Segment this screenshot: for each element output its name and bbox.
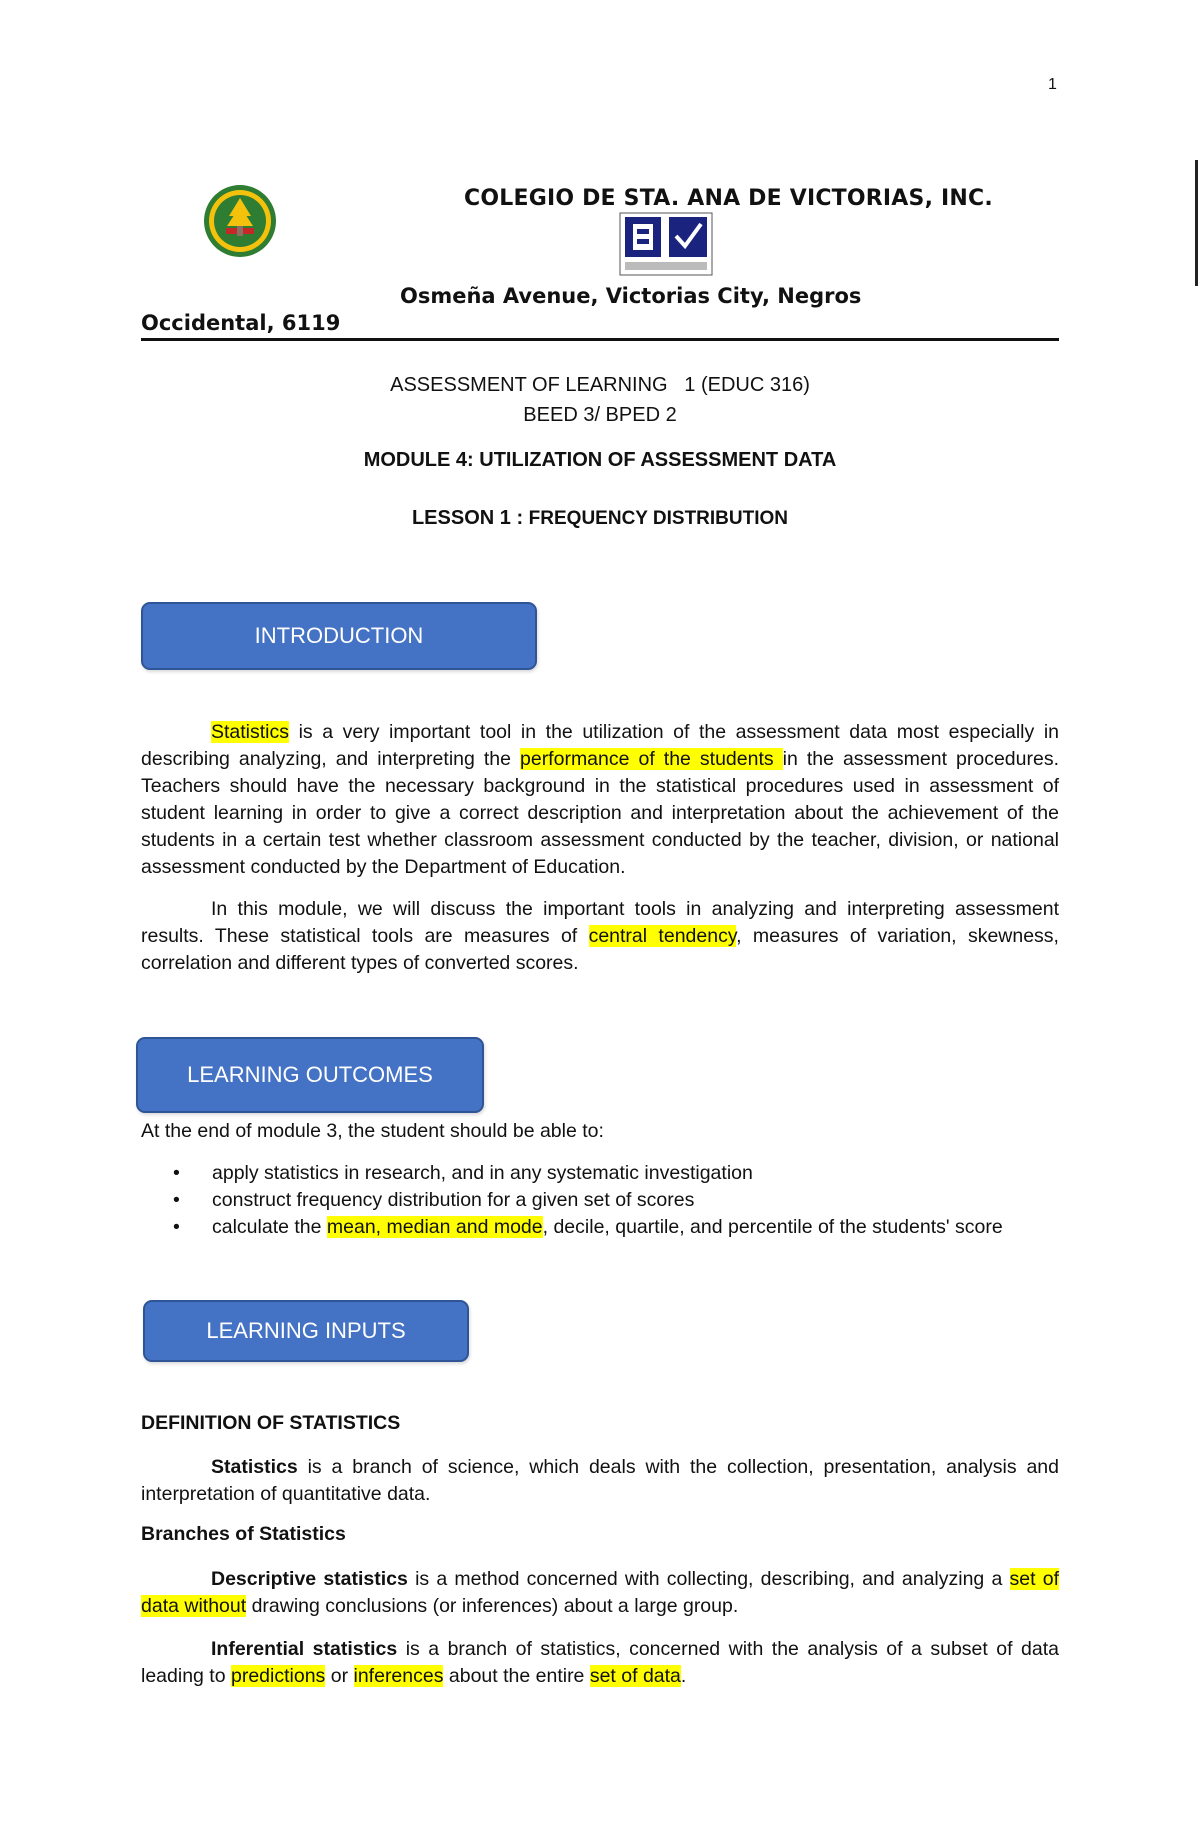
bullet: • <box>173 1216 180 1238</box>
course-title: ASSESSMENT OF LEARNING 1 (EDUC 316) <box>390 374 810 396</box>
bullet: • <box>173 1162 180 1184</box>
branches-heading: Branches of Statistics <box>141 1523 346 1545</box>
page-number: 1 <box>1048 76 1057 93</box>
list-item <box>141 1187 1059 1214</box>
text-run: is a branch of statistics, concerned with the analysis of a subset of data leading to <box>141 1638 1059 1687</box>
text-run: is a method concerned with collecting, describing, and analyzing a <box>407 1568 1010 1590</box>
highlight-mean-median-mode: mean, median and mode <box>326 1216 543 1238</box>
highlight-set-of-data: set of data <box>589 1665 681 1687</box>
list-item <box>141 1160 1059 1187</box>
highlight-set-of-data-without: set of data without <box>141 1568 1059 1617</box>
outcome-text: , decile, quartile, and percentile of the students' score <box>542 1216 1003 1238</box>
text-run: drawing conclusions (or inferences) about a large group. <box>246 1595 739 1617</box>
address-line-1: Osmeña Avenue, Victorias City, Negros <box>400 284 862 308</box>
outcome-text: construct frequency distribution for a given set of scores <box>212 1189 695 1211</box>
text-run: . <box>680 1665 687 1687</box>
introduction-paragraph-1 <box>141 719 1059 881</box>
school-seal-icon <box>203 184 277 258</box>
inferential-statistics-definition <box>141 1636 1059 1690</box>
header-divider <box>141 338 1059 341</box>
text-run: , measures of variation, skewness, correlation and different types of converted scores. <box>141 925 1059 974</box>
text-run: about the entire <box>443 1665 590 1687</box>
text-run: in the assessment procedures. Teachers should have the necessary background in the statistical procedures used in assessment of student learning in order to give a correct description and interpretation about the achievement of the students in a certain test whether classroom assessment conducted by the teacher, division, or national assessment conducted by the Department of Education. <box>141 748 1059 878</box>
introduction-box: INTRODUCTION <box>141 602 537 670</box>
text-run: is a branch of science, which deals with the collection, presentation, analysis and interpretation of quantitative data. <box>141 1456 1059 1505</box>
outcomes-intro: At the end of module 3, the student should be able to: <box>141 1120 604 1142</box>
list-item <box>141 1214 1059 1241</box>
highlight-central-tendency: central tendency <box>588 925 737 947</box>
term-statistics: Statistics <box>211 1456 298 1478</box>
definition-heading: DEFINITION OF STATISTICS <box>141 1412 401 1434</box>
introduction-paragraph-2 <box>141 896 1059 977</box>
learning-inputs-box: LEARNING INPUTS <box>143 1300 469 1362</box>
school-name: COLEGIO DE STA. ANA DE VICTORIAS, INC. <box>464 186 993 211</box>
course-section: BEED 3/ BPED 2 <box>523 404 677 426</box>
text-run: or <box>325 1665 354 1687</box>
iso-certification-icon <box>619 212 713 276</box>
lesson-prefix: LESSON 1 : <box>411 507 529 529</box>
term-inferential: Inferential statistics <box>211 1638 398 1660</box>
bullet: • <box>173 1189 180 1211</box>
term-descriptive: Descriptive statistics <box>211 1568 408 1590</box>
highlight-performance: performance of the students <box>520 748 783 770</box>
lesson-title <box>141 507 1059 530</box>
outcome-text: apply statistics in research, and in any systematic investigation <box>212 1162 753 1184</box>
page-edge-bar <box>1195 160 1198 286</box>
text-run: In this module, we will discuss the important tools in analyzing and interpreting assessment results. These statistical tools are measures of <box>141 898 1059 947</box>
highlight-statistics: Statistics <box>211 721 290 743</box>
outcome-list <box>141 1160 1059 1241</box>
highlight-predictions: predictions <box>231 1665 326 1687</box>
highlight-inferences: inferences <box>353 1665 444 1687</box>
address-line-2: Occidental, 6119 <box>141 311 341 335</box>
learning-outcomes-box: LEARNING OUTCOMES <box>136 1037 484 1113</box>
statistics-definition <box>141 1454 1059 1508</box>
outcome-text: calculate the <box>212 1216 327 1238</box>
descriptive-statistics-definition <box>141 1566 1059 1620</box>
lesson-name: FREQUENCY DISTRIBUTION <box>528 508 789 529</box>
text-run: is a very important tool in the utilization of the assessment data most especially in describing analyzing, and interpreting the <box>141 721 1059 770</box>
module-title: MODULE 4: UTILIZATION OF ASSESSMENT DATA <box>363 449 837 471</box>
